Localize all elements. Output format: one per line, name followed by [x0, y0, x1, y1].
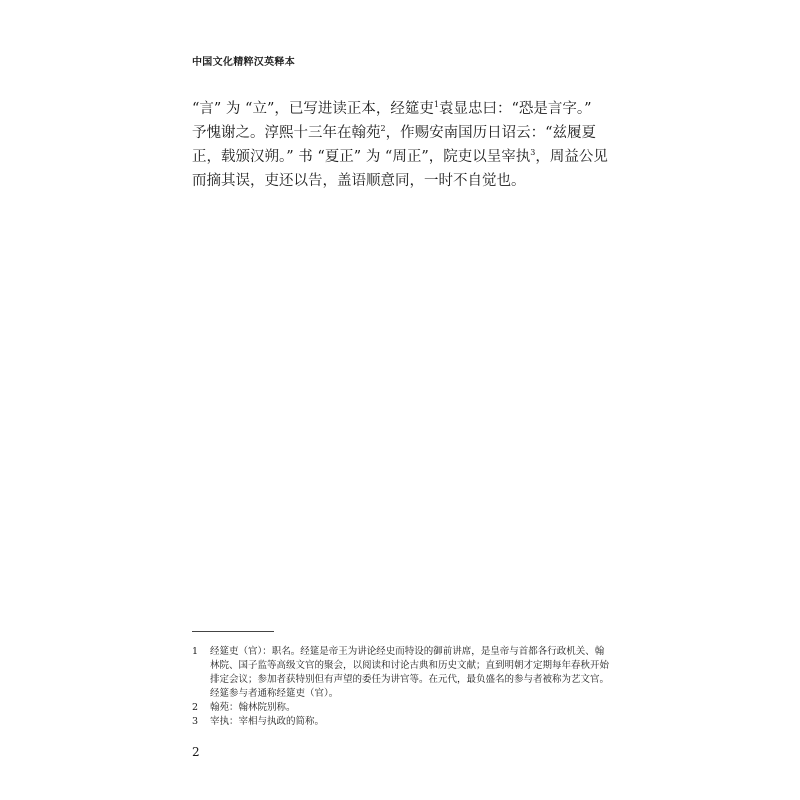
- footnote-ref: 1: [433, 100, 439, 109]
- footnote-number: 2: [192, 702, 199, 713]
- footnote-number: 1: [192, 646, 199, 657]
- footnote-text: 翰苑：翰林院别称。: [210, 702, 296, 713]
- text-segment: ，周益公见而摘其误，吏还以告，盖语顺意同，一时不自觉也。: [192, 149, 608, 189]
- footnotes: [192, 645, 610, 729]
- footnote-ref: 3: [530, 148, 536, 157]
- page-number: 2: [192, 745, 200, 759]
- footnote-text: 宰执：宰相与执政的简称。: [210, 716, 325, 727]
- text-segment: ，作赐安南国历日诏云：“兹履夏正，载颁汉朔。” 书 “夏正” 为 “周正”，院吏以呈宰执: [192, 125, 597, 165]
- footnote: [192, 645, 610, 701]
- footnote-ref: 2: [380, 124, 386, 133]
- footnote-number: 3: [192, 716, 199, 727]
- running-header: 中国文化精粹汉英释本: [192, 57, 295, 68]
- footnote-text: 经筵吏（官）：职名。经筵是帝王为讲论经史而特设的御前讲席，是皇帝与首都各行政机关、翰林院、国子监等高级文官的聚会，以阅读和讨论古典和历史文献；直到明朝才定期每年春秋开始排定会议；参加者获特别但有声望的委任为讲官等。在元代，最负盛名的参与者被称为艺文官。经筵参与者通称经筵吏（官）。: [210, 646, 610, 699]
- text-segment: 袁显忠曰：“恐是言字。” 予愧谢之。淳熙十三年在翰苑: [192, 101, 592, 141]
- footnote: [192, 715, 610, 729]
- main-text: [192, 97, 610, 193]
- main-paragraph: [192, 97, 610, 193]
- footnote-separator: [192, 631, 274, 632]
- text-segment: “言” 为 “立”，已写进读正本，经筵吏: [192, 101, 434, 117]
- footnote: [192, 701, 610, 715]
